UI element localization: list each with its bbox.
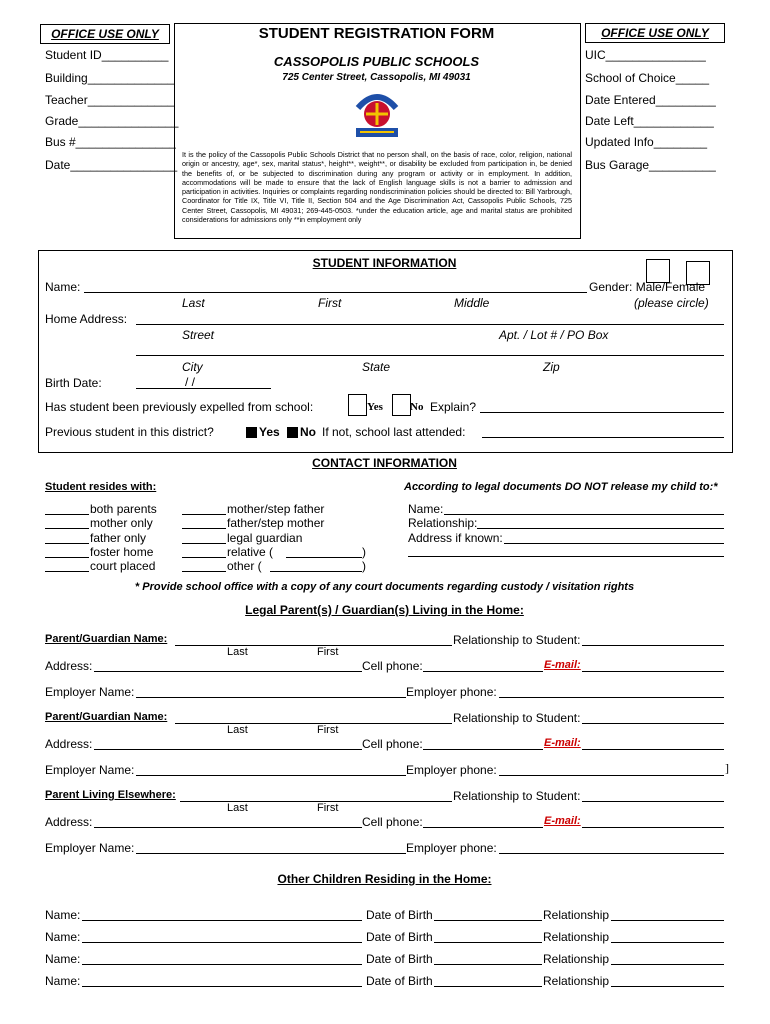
- district-address: 725 Center Street, Cassopolis, MI 49031: [282, 72, 471, 83]
- address-line[interactable]: [94, 749, 362, 750]
- resides-court-placed: court placed: [90, 559, 156, 573]
- name-middle-hint: Middle: [454, 296, 490, 310]
- date-left-field[interactable]: Date Left____________: [585, 114, 714, 128]
- close-paren: ): [362, 559, 366, 573]
- resides-blank[interactable]: [45, 514, 89, 515]
- legal-docs-label: According to legal documents DO NOT release my child to:*: [404, 481, 718, 493]
- resides-blank[interactable]: [45, 557, 89, 558]
- other-children-title: Other Children Residing in the Home:: [277, 872, 492, 886]
- close-paren: ): [362, 545, 366, 559]
- guardians-title: Legal Parent(s) / Guardian(s) Living in the Home:: [245, 603, 524, 617]
- previous-student-question: Previous student in this district?: [45, 425, 214, 439]
- child-name-label: Name:: [45, 908, 81, 922]
- form-title: STUDENT REGISTRATION FORM: [258, 25, 495, 42]
- office-use-right-title: OFFICE USE ONLY: [585, 23, 725, 43]
- address-label: Address:: [45, 659, 93, 673]
- grade-field[interactable]: Grade_______________: [45, 114, 179, 128]
- explain-label: Explain?: [430, 400, 477, 414]
- release-relationship-label: Relationship:: [408, 516, 478, 530]
- student-id-field[interactable]: Student ID__________: [45, 48, 169, 62]
- child-name-label: Name:: [45, 974, 81, 988]
- birth-date-label: Birth Date:: [45, 376, 102, 390]
- employer-name-label: Employer Name:: [45, 763, 135, 777]
- resides-blank[interactable]: [45, 571, 89, 572]
- guardian-name-label: Parent/Guardian Name:: [45, 711, 168, 723]
- nondiscrimination-policy: It is the policy of the Cassopolis Public Schools District that no person shall, on the basis of race, color, religion, national origin or ancestry, age*, sex, marital status*, height**, weight**, or disability be excluded from participation in, be denied the benefits of, or be subjected to discrimination during any program or activity or in employment. In addition, accommodations will be made to ensure that the lack of English language skills is not a barrier to admission and participation in activities. Inquiries or complaints regarding nondiscrimination policies should be directed to: Bill Yarbrough, Coordinator for Title IX, Title VI, Title II, Section 504 and the Age Discrimination Act, Cassopolis Public Schools, 725 Center Street, Cassopolis, MI 49031; 269-445-0503. *under the education article, age and marital status are prohibited considerations for admissions only **in employment only: [182, 150, 572, 225]
- bus-field[interactable]: Bus #_______________: [45, 135, 176, 149]
- custody-note: * Provide school office with a copy of any court documents regarding custody / visitation rights: [134, 581, 635, 593]
- explain-line[interactable]: [480, 412, 724, 413]
- resides-blank[interactable]: [182, 514, 226, 515]
- other-line[interactable]: [270, 571, 362, 572]
- contact-info-title: CONTACT INFORMATION: [312, 456, 457, 470]
- city-line[interactable]: [136, 355, 724, 356]
- employer-phone-label: Employer phone:: [406, 685, 497, 699]
- resides-father-step-mother: father/step mother: [227, 516, 325, 530]
- date-entered-field[interactable]: Date Entered_________: [585, 93, 716, 107]
- district-name: CASSOPOLIS PUBLIC SCHOOLS: [273, 54, 480, 69]
- address-line[interactable]: [94, 671, 362, 672]
- birth-date-line[interactable]: [136, 388, 271, 389]
- relationship-line[interactable]: [582, 723, 724, 724]
- email-line[interactable]: [582, 749, 724, 750]
- guardian-name-line[interactable]: [175, 723, 452, 724]
- expelled-no-box[interactable]: [392, 394, 411, 416]
- resides-blank[interactable]: [45, 543, 89, 544]
- relative-line[interactable]: [286, 557, 362, 558]
- child-dob-line[interactable]: [434, 920, 542, 921]
- resides-relative: relative (: [227, 545, 274, 559]
- child-relationship-line[interactable]: [611, 920, 724, 921]
- address-label: Address:: [45, 737, 93, 751]
- guardian-name-line[interactable]: [180, 801, 452, 802]
- first-hint: First: [317, 802, 339, 814]
- child-name-label: Name:: [45, 952, 81, 966]
- release-relationship-line[interactable]: [477, 528, 724, 529]
- resides-legal-guardian: legal guardian: [227, 531, 303, 545]
- checkbox-icon: [287, 427, 298, 438]
- last-hint: Last: [227, 802, 248, 814]
- resides-with-label: Student resides with:: [45, 481, 157, 493]
- state-hint: State: [362, 360, 391, 374]
- home-address-label: Home Address:: [45, 312, 128, 326]
- employer-name-label: Employer Name:: [45, 685, 135, 699]
- child-name-label: Name:: [45, 930, 81, 944]
- resides-blank[interactable]: [182, 543, 226, 544]
- apt-hint: Apt. / Lot # / PO Box: [499, 328, 609, 342]
- cell-phone-line[interactable]: [423, 671, 543, 672]
- street-line[interactable]: [136, 324, 724, 325]
- child-relationship-label: Relationship: [543, 930, 610, 944]
- resides-blank[interactable]: [182, 528, 226, 529]
- child-dob-label: Date of Birth: [366, 908, 433, 922]
- name-label: Name:: [45, 280, 81, 294]
- previous-no-option[interactable]: [287, 425, 316, 439]
- cell-phone-label: Cell phone:: [362, 815, 423, 829]
- student-name-line[interactable]: [84, 292, 587, 293]
- last-hint: Last: [227, 646, 248, 658]
- cell-phone-line[interactable]: [423, 749, 543, 750]
- street-hint: Street: [182, 328, 215, 342]
- resides-blank[interactable]: [45, 528, 89, 529]
- resides-mother-only: mother only: [90, 516, 153, 530]
- child-name-line[interactable]: [82, 920, 362, 921]
- last-school-line[interactable]: [482, 437, 724, 438]
- bus-garage-field[interactable]: Bus Garage__________: [585, 158, 716, 172]
- email-label: E-mail:: [544, 815, 581, 827]
- child-dob-label: Date of Birth: [366, 952, 433, 966]
- email-line[interactable]: [582, 827, 724, 828]
- child-relationship-label: Relationship: [543, 952, 610, 966]
- resides-blank[interactable]: [182, 557, 226, 558]
- cell-phone-label: Cell phone:: [362, 737, 423, 751]
- zip-hint: Zip: [543, 360, 560, 374]
- first-hint: First: [317, 646, 339, 658]
- child-dob-line[interactable]: [434, 942, 542, 943]
- expelled-yes-label: Yes: [367, 401, 383, 413]
- checkbox-icon: [246, 427, 257, 438]
- gender-hint: (please circle): [634, 296, 709, 310]
- relationship-label: Relationship to Student:: [453, 789, 581, 803]
- child-relationship-label: Relationship: [543, 908, 610, 922]
- name-first-hint: First: [318, 296, 342, 310]
- child-name-line[interactable]: [82, 964, 362, 965]
- child-dob-line[interactable]: [434, 964, 542, 965]
- child-relationship-line[interactable]: [611, 986, 724, 987]
- child-relationship-line[interactable]: [611, 964, 724, 965]
- resides-foster-home: foster home: [90, 545, 154, 559]
- previous-no-label: No: [300, 425, 316, 439]
- employer-phone-line[interactable]: [499, 697, 724, 698]
- employer-phone-line[interactable]: [499, 853, 724, 854]
- child-name-line[interactable]: [82, 942, 362, 943]
- cell-phone-label: Cell phone:: [362, 659, 423, 673]
- name-last-hint: Last: [182, 296, 205, 310]
- address-line[interactable]: [94, 827, 362, 828]
- employer-name-line[interactable]: [136, 697, 406, 698]
- birth-date-slashes: / /: [185, 375, 196, 389]
- resides-blank[interactable]: [182, 571, 226, 572]
- release-address-label: Address if known:: [408, 531, 503, 545]
- resides-both-parents: both parents: [90, 502, 157, 516]
- district-logo: [350, 84, 404, 142]
- relationship-line[interactable]: [582, 801, 724, 802]
- previous-yes-label: Yes: [259, 425, 280, 439]
- uic-field[interactable]: UIC_______________: [585, 48, 706, 62]
- guardian-name-label: Parent/Guardian Name:: [45, 633, 168, 645]
- resides-other: other (: [227, 559, 262, 573]
- office-use-left-title: OFFICE USE ONLY: [40, 24, 170, 44]
- child-name-line[interactable]: [82, 986, 362, 987]
- city-hint: City: [182, 360, 203, 374]
- relationship-label: Relationship to Student:: [453, 711, 581, 725]
- resides-mother-step-father: mother/step father: [227, 502, 325, 516]
- expelled-yes-box[interactable]: [348, 394, 367, 416]
- last-hint: Last: [227, 724, 248, 736]
- release-name-line[interactable]: [444, 514, 724, 515]
- release-address-line-2[interactable]: [408, 556, 724, 557]
- employer-phone-label: Employer phone:: [406, 841, 497, 855]
- employer-phone-line[interactable]: [499, 775, 724, 776]
- child-dob-line[interactable]: [434, 986, 542, 987]
- line-end-mark: ]: [725, 761, 729, 775]
- expelled-no-label: No: [410, 401, 424, 413]
- child-relationship-label: Relationship: [543, 974, 610, 988]
- building-field[interactable]: Building_____________: [45, 71, 175, 85]
- date-field[interactable]: Date________________: [45, 158, 178, 172]
- gender-label: Gender: Male/Female: [589, 280, 706, 294]
- cell-phone-line[interactable]: [423, 827, 543, 828]
- school-of-choice-field[interactable]: School of Choice_____: [585, 71, 710, 85]
- updated-info-field[interactable]: Updated Info________: [585, 135, 708, 149]
- employer-name-line[interactable]: [136, 853, 406, 854]
- child-dob-label: Date of Birth: [366, 930, 433, 944]
- guardian-name-line[interactable]: [175, 645, 452, 646]
- employer-name-label: Employer Name:: [45, 841, 135, 855]
- employer-phone-label: Employer phone:: [406, 763, 497, 777]
- first-hint: First: [317, 724, 339, 736]
- relationship-line[interactable]: [582, 645, 724, 646]
- child-relationship-line[interactable]: [611, 942, 724, 943]
- expelled-question: Has student been previously expelled from school:: [45, 400, 314, 414]
- email-line[interactable]: [582, 671, 724, 672]
- teacher-field[interactable]: Teacher_____________: [45, 93, 175, 107]
- employer-name-line[interactable]: [136, 775, 406, 776]
- resides-father-only: father only: [90, 531, 147, 545]
- if-not-label: If not, school last attended:: [322, 425, 466, 439]
- child-dob-label: Date of Birth: [366, 974, 433, 988]
- release-address-line[interactable]: [504, 543, 724, 544]
- release-name-label: Name:: [408, 502, 444, 516]
- email-label: E-mail:: [544, 659, 581, 671]
- previous-yes-option[interactable]: [246, 425, 280, 439]
- parent-elsewhere-label: Parent Living Elsewhere:: [45, 789, 176, 801]
- address-label: Address:: [45, 815, 93, 829]
- relationship-label: Relationship to Student:: [453, 633, 581, 647]
- email-label: E-mail:: [544, 737, 581, 749]
- student-info-title: STUDENT INFORMATION: [312, 256, 457, 270]
